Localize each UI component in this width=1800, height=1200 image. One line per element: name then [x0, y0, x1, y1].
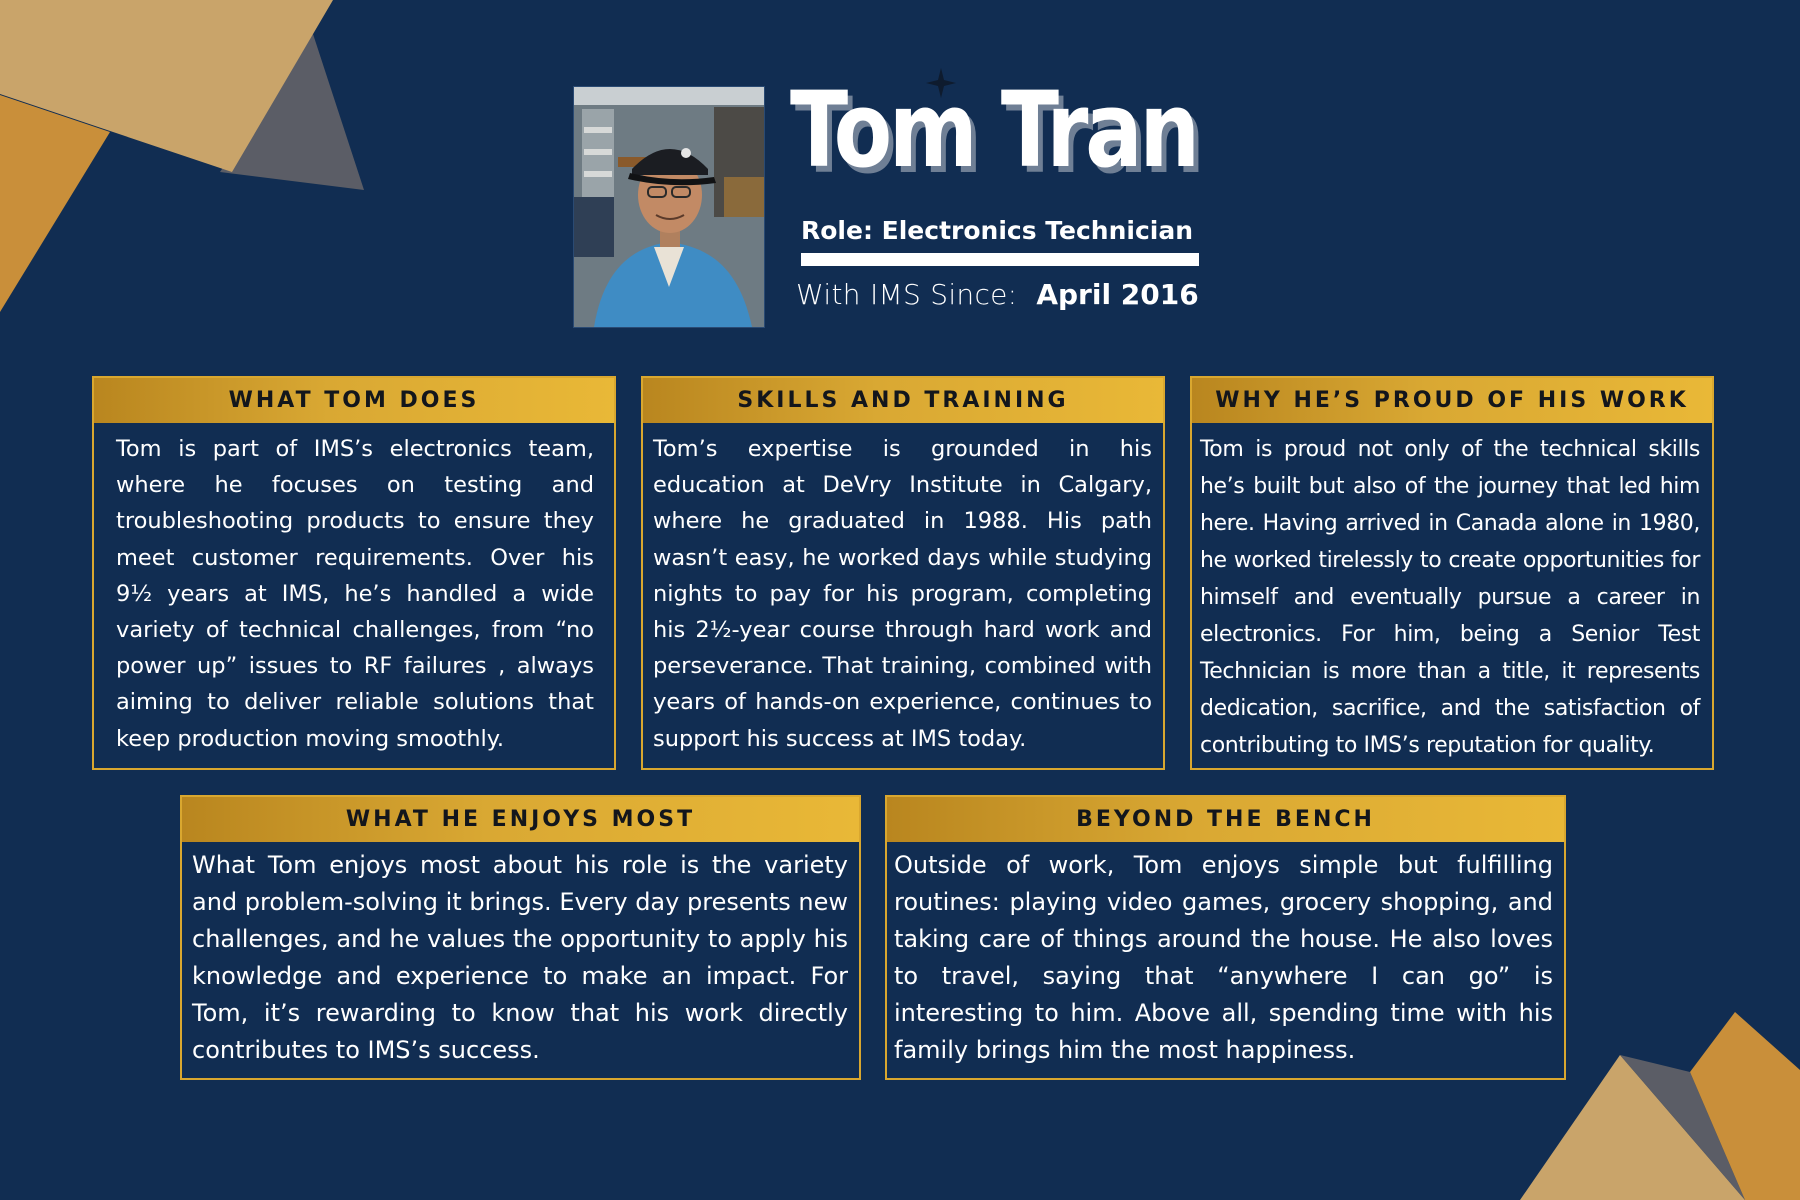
card-title: WHAT TOM DOES	[94, 378, 614, 423]
card-what-tom-does	[92, 376, 616, 770]
card-body: Tom is part of IMS’s electronics team, where he focuses on testing and troubleshooting products to ensure they meet customer requirements. Over his 9½ years at IMS, he’s handled a wide variety of technical challenges, from “no power up” issues to RF failures , always aiming to deliver reliable solutions that keep production moving smoothly.	[116, 436, 594, 752]
tenure-date: April 2016	[1036, 278, 1199, 311]
card-body: Tom is proud not only of the technical skills he’s built but also of the journey that led him here. Having arrived in Canada alone in 1980, he worked tirelessly to create opportunities for himself and eventually pursue a career in electronics. For him, being a Senior Test Technician is more than a title, it represents dedication, sacrifice, and the satisfaction of contributing to IMS’s reputation for quality.	[1200, 437, 1700, 758]
card-title: SKILLS AND TRAINING	[643, 378, 1163, 423]
tenure-line	[796, 278, 1199, 311]
card-body: What Tom enjoys most about his role is the variety and problem-solving it brings. Every day presents new challenges, and he values the opportunity to apply his knowledge and experience to make an impact. For Tom, it’s rewarding to know that his work directly contributes to IMS’s success.	[192, 851, 848, 1064]
card-body: Tom’s expertise is grounded in his education at DeVry Institute in Calgary, where he graduated in 1988. His path wasn’t easy, he worked days while studying nights to pay for his program, completing his 2½-year course through hard work and perseverance. That training, combined with years of hands-on experience, continues to support his success at IMS today.	[653, 436, 1152, 752]
deco-triangle-orange	[0, 95, 110, 312]
profile-photo	[573, 86, 765, 328]
role-underline	[801, 253, 1199, 266]
card-title: BEYOND THE BENCH	[887, 797, 1564, 842]
card-beyond-the-bench	[885, 795, 1566, 1080]
card-skills-and-training	[641, 376, 1165, 770]
card-why-proud	[1190, 376, 1714, 770]
card-body: Outside of work, Tom enjoys simple but fulfilling routines: playing video games, grocery shopping, and taking care of things around the house. He also loves to travel, saying that “anywhere I can go” is interesting to him. Above all, spending time with his family brings him the most happiness.	[894, 851, 1553, 1064]
tenure-label: With IMS Since:	[796, 278, 1018, 311]
profile-name: Tom Tran	[790, 69, 1197, 191]
card-what-he-enjoys	[180, 795, 861, 1080]
profile-role: Role: Electronics Technician	[801, 216, 1194, 245]
card-title: WHY HE’S PROUD OF HIS WORK	[1192, 378, 1712, 423]
card-title: WHAT HE ENJOYS MOST	[182, 797, 859, 842]
